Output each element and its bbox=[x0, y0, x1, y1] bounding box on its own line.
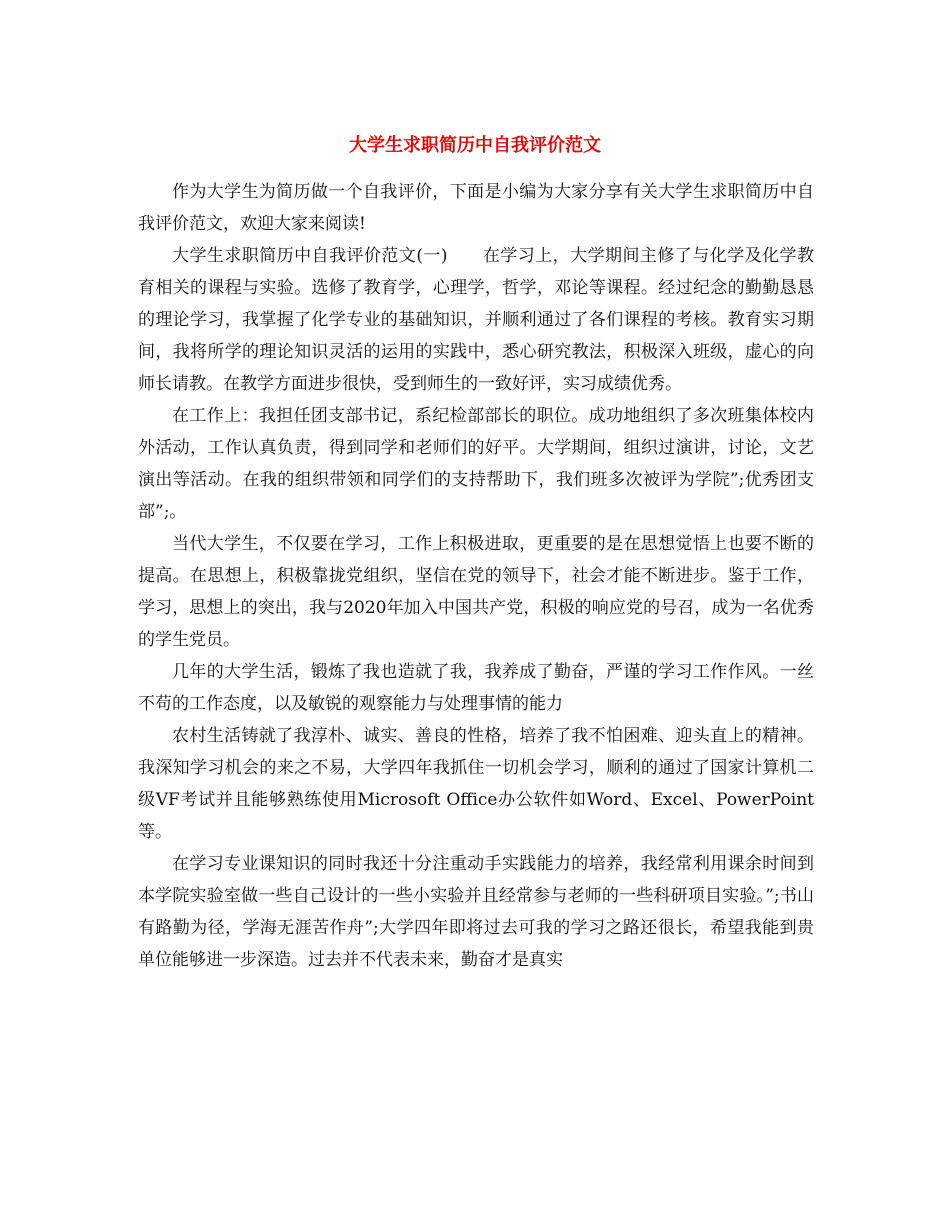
paragraph-college-life: 几年的大学生活，锻炼了我也造就了我，我养成了勤奋，严谨的学习工作作风。一丝不苟的工作态度，以及敏锐的观察能力与处理事情的能力 bbox=[138, 662, 814, 714]
paragraph-study: 大学生求职简历中自我评价范文(一) 在学习上，大学期间主修了与化学及化学教育相关的课程与实验。选修了教育学，心理学，哲学，邓论等课程。经过纪念的勤勤恳恳的理论学习，我掌握了化学专业的基础知识，并顺利通过了各们课程的考核。教育实习期间，我将所学的理论知识灵活的运用的实践中，悉心研究教法，积极深入班级，虚心的向师长请教。在教学方面进步很快，受到师生的一致好评，实习成绩优秀。 bbox=[138, 246, 814, 394]
paragraph-practice: 在学习专业课知识的同时我还十分注重动手实践能力的培养，我经常利用课余时间到本学院实验室做一些自己设计的一些小实验并且经常参与老师的一些科研项目实验。”;书山有路勤为径，学海无涯苦作舟”;大学四年即将过去可我的学习之路还很长，希望我能到贵单位能够进一步深造。过去并不代表未来，勤奋才是真实 bbox=[138, 854, 814, 970]
paragraph-intro: 作为大学生为简历做一个自我评价，下面是小编为大家分享有关大学生求职简历中自我评价范文，欢迎大家来阅读! bbox=[138, 182, 814, 234]
paragraph-character: 农村生活铸就了我淳朴、诚实、善良的性格，培养了我不怕困难、迎头直上的精神。我深知学习机会的来之不易，大学四年我抓住一切机会学习，顺利的通过了国家计算机二级VF考试并且能够熟练使用Microsoft Office办公软件如Word、Excel、PowerPoint等。 bbox=[138, 726, 814, 842]
paragraph-work: 在工作上：我担任团支部书记，系纪检部部长的职位。成功地组织了多次班集体校内外活动，工作认真负责，得到同学和老师们的好平。大学期间，组织过演讲，讨论，文艺演出等活动。在我的组织带领和同学们的支持帮助下，我们班多次被评为学院”;优秀团支部”;。 bbox=[138, 406, 814, 522]
document-title: 大学生求职简历中自我评价范文 bbox=[349, 135, 601, 157]
paragraph-ideology: 当代大学生，不仅要在学习，工作上积极进取，更重要的是在思想觉悟上也要不断的提高。在思想上，积极靠拢党组织，坚信在党的领导下，社会才能不断进步。鉴于工作，学习，思想上的突出，我与2020年加入中国共产党，积极的响应党的号召，成为一名优秀的学生党员。 bbox=[138, 534, 814, 650]
document-body bbox=[138, 176, 814, 976]
